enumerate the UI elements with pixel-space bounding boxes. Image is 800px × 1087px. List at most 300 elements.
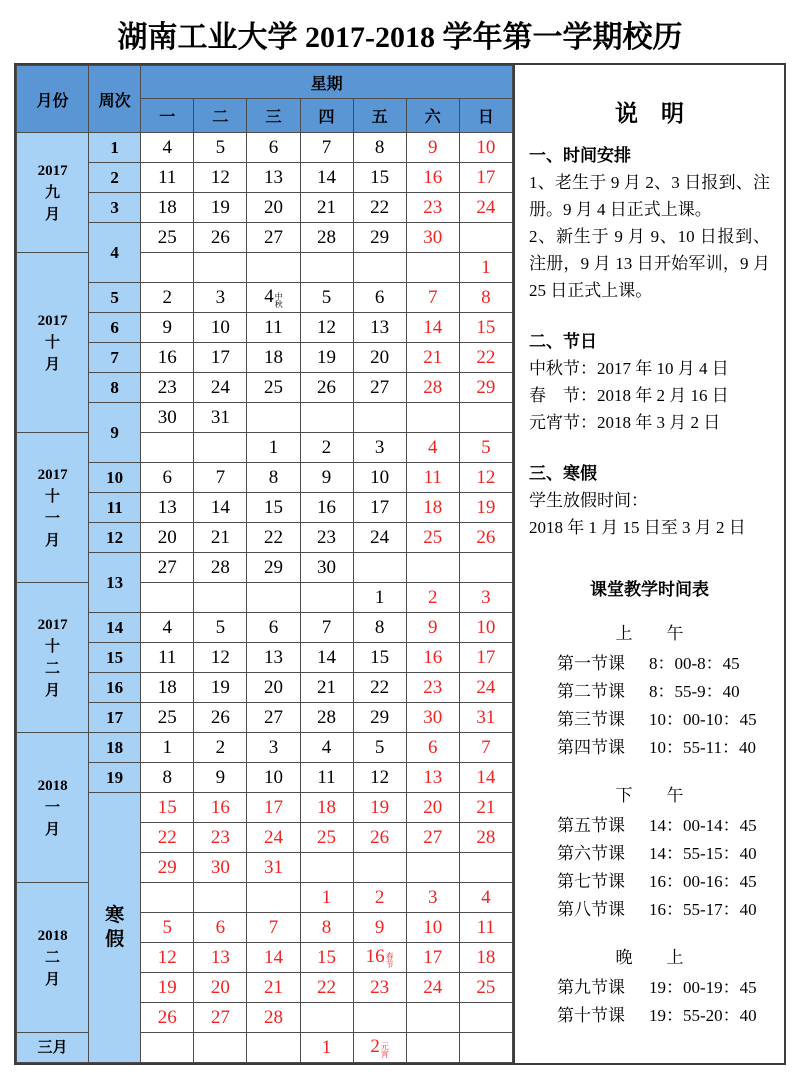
weekday-group-header: 星期 [141, 66, 513, 99]
day-cell: 15 [459, 313, 512, 343]
day-cell [194, 883, 247, 913]
notes-section [529, 142, 770, 304]
day-cell: 17 [353, 493, 406, 523]
day-cell: 19 [353, 793, 406, 823]
day-cell [406, 853, 459, 883]
day-cell: 15 [353, 643, 406, 673]
calendar-row [17, 763, 513, 793]
day-cell [459, 1033, 512, 1063]
day-cell [141, 883, 194, 913]
calendar-row [17, 163, 513, 193]
day-cell: 3 [353, 433, 406, 463]
schedule-item-label: 第一节课 [557, 654, 625, 673]
calendar-row [17, 313, 513, 343]
day-cell: 24 [194, 373, 247, 403]
day-cell: 22 [300, 973, 353, 1003]
day-cell: 19 [459, 493, 512, 523]
day-cell: 12 [194, 163, 247, 193]
day-cell: 16 [406, 163, 459, 193]
day-cell: 7 [194, 463, 247, 493]
day-cell [353, 403, 406, 433]
schedule-item-time: 19：00-19：45 [649, 978, 757, 997]
day-cell: 21 [459, 793, 512, 823]
day-cell [247, 583, 300, 613]
notes-line: 元宵节：2018 年 3 月 2 日 [529, 413, 721, 432]
day-cell: 27 [247, 223, 300, 253]
calendar-row [17, 193, 513, 223]
calendar-row [17, 553, 513, 583]
day-cell: 3 [247, 733, 300, 763]
schedule-item-time: 10：00-10：45 [649, 710, 757, 729]
day-cell [300, 583, 353, 613]
schedule-item-label: 第三节课 [557, 710, 625, 729]
notes-section [529, 460, 770, 541]
day-cell: 27 [353, 373, 406, 403]
notes-section-heading: 二、节日 [529, 332, 597, 351]
schedule-group [529, 944, 770, 1030]
day-cell [141, 1033, 194, 1063]
day-cell: 23 [353, 973, 406, 1003]
day-cell: 5 [194, 133, 247, 163]
day-cell: 29 [353, 703, 406, 733]
schedule-group [529, 620, 770, 762]
day-cell: 6 [194, 913, 247, 943]
day-cell: 20 [194, 973, 247, 1003]
day-cell: 28 [300, 223, 353, 253]
day-cell [194, 253, 247, 283]
day-cell: 27 [141, 553, 194, 583]
calendar-row [17, 733, 513, 763]
week-number-cell: 5 [89, 283, 141, 313]
schedule-item [529, 734, 770, 762]
calendar-row [17, 493, 513, 523]
day-cell [300, 1003, 353, 1033]
calendar-row [17, 463, 513, 493]
day-cell: 28 [194, 553, 247, 583]
day-cell: 11 [300, 763, 353, 793]
notes-line: 1、老生于 9 月 2、3 日报到、注册。9 月 4 日正式上课。 [529, 173, 770, 219]
day-cell: 28 [247, 1003, 300, 1033]
day-cell [300, 403, 353, 433]
day-cell: 27 [247, 703, 300, 733]
day-cell: 22 [353, 193, 406, 223]
day-cell: 8 [300, 913, 353, 943]
week-number-cell: 8 [89, 373, 141, 403]
day-cell: 12 [353, 763, 406, 793]
notes-line: 学生放假时间： [529, 491, 648, 510]
day-cell: 27 [406, 823, 459, 853]
calendar-row [17, 523, 513, 553]
day-cell: 2 [406, 583, 459, 613]
schedule-item-time: 16：55-17：40 [649, 900, 757, 919]
day-cell: 19 [300, 343, 353, 373]
day-cell: 16 [194, 793, 247, 823]
schedule-item [529, 896, 770, 924]
day-cell: 5 [194, 613, 247, 643]
day-cell: 5 [141, 913, 194, 943]
notes-panel [513, 65, 784, 1063]
day-cell: 19 [194, 673, 247, 703]
day-cell: 27 [194, 1003, 247, 1033]
day-cell [247, 1033, 300, 1063]
day-cell: 26 [300, 373, 353, 403]
schedule-item [529, 840, 770, 868]
day-cell [459, 1003, 512, 1033]
day-cell [247, 403, 300, 433]
schedule-item-time: 8：55-9：40 [649, 682, 740, 701]
calendar-body [17, 133, 513, 1063]
day-cell [353, 853, 406, 883]
calendar-table [16, 65, 513, 1063]
day-cell: 30 [406, 703, 459, 733]
schedule-item [529, 868, 770, 896]
day-cell: 9 [194, 763, 247, 793]
day-cell: 17 [406, 943, 459, 973]
day-cell: 25 [141, 223, 194, 253]
day-cell: 31 [247, 853, 300, 883]
day-cell: 2 [300, 433, 353, 463]
day-cell: 14 [194, 493, 247, 523]
day-cell: 6 [247, 613, 300, 643]
schedule-item-label: 第五节课 [557, 816, 625, 835]
notes-line: 2、新生于 9 月 9、10 日报到、注册，9 月 13 日开始军训，9 月 25 日正式上课。 [529, 227, 770, 300]
day-cell: 8 [459, 283, 512, 313]
day-cell: 14 [406, 313, 459, 343]
day-cell [194, 433, 247, 463]
day-cell [141, 253, 194, 283]
week-number-cell: 9 [89, 403, 141, 463]
day-cell: 13 [353, 313, 406, 343]
week-number-cell: 18 [89, 733, 141, 763]
day-cell: 4 [406, 433, 459, 463]
day-cell: 6 [406, 733, 459, 763]
day-cell [406, 403, 459, 433]
day-cell [406, 253, 459, 283]
day-cell: 8 [247, 463, 300, 493]
day-cell: 15 [141, 793, 194, 823]
calendar-row [17, 373, 513, 403]
schedule-item [529, 1002, 770, 1030]
notes-sections [529, 142, 770, 541]
week-number-cell: 17 [89, 703, 141, 733]
day-cell [353, 1003, 406, 1033]
week-number-cell: 2 [89, 163, 141, 193]
schedule-item-time: 14：55-15：40 [649, 844, 757, 863]
week-number-cell: 19 [89, 763, 141, 793]
day-cell: 11 [406, 463, 459, 493]
calendar-row [17, 613, 513, 643]
day-cell [141, 583, 194, 613]
notes-section-heading: 一、时间安排 [529, 146, 631, 165]
schedule-item-time: 10：55-11：40 [649, 738, 757, 757]
schedule-item [529, 650, 770, 678]
calendar-row [17, 703, 513, 733]
calendar-row [17, 223, 513, 253]
day-cell: 7 [247, 913, 300, 943]
schedule-item-label: 第六节课 [557, 844, 625, 863]
day-cell: 16 [300, 493, 353, 523]
day-cell: 10 [247, 763, 300, 793]
day-cell: 4 中 秋 [247, 283, 300, 313]
day-cell [459, 223, 512, 253]
week-column-header: 周次 [89, 66, 141, 133]
day-cell: 10 [194, 313, 247, 343]
day-cell: 9 [406, 613, 459, 643]
schedule-group-name: 下 午 [615, 786, 684, 805]
day-cell: 16 [406, 643, 459, 673]
month-cell: 2017 十 一 月 [17, 433, 89, 583]
day-cell: 14 [300, 163, 353, 193]
day-cell: 17 [247, 793, 300, 823]
day-cell: 29 [353, 223, 406, 253]
day-cell [247, 253, 300, 283]
day-cell: 21 [194, 523, 247, 553]
day-cell: 10 [459, 133, 512, 163]
day-cell: 18 [247, 343, 300, 373]
day-cell: 23 [406, 193, 459, 223]
day-cell: 11 [141, 163, 194, 193]
day-cell: 18 [141, 673, 194, 703]
day-cell: 2 元 宵 [353, 1033, 406, 1063]
day-cell: 23 [300, 523, 353, 553]
day-cell: 1 [247, 433, 300, 463]
day-cell: 22 [141, 823, 194, 853]
day-cell: 5 [459, 433, 512, 463]
day-cell [406, 1033, 459, 1063]
schedule-item-label: 第二节课 [557, 682, 625, 701]
day-cell: 12 [459, 463, 512, 493]
day-cell: 23 [406, 673, 459, 703]
notes-line: 春 节：2018 年 2 月 16 日 [529, 386, 729, 405]
day-cell: 26 [194, 223, 247, 253]
day-cell: 28 [300, 703, 353, 733]
day-cell: 1 [459, 253, 512, 283]
day-cell: 20 [406, 793, 459, 823]
day-cell: 23 [141, 373, 194, 403]
day-cell: 30 [406, 223, 459, 253]
day-cell: 4 [141, 613, 194, 643]
schedule-group [529, 782, 770, 924]
day-cell: 20 [247, 193, 300, 223]
week-number-cell: 14 [89, 613, 141, 643]
month-cell: 三月 [17, 1033, 89, 1063]
calendar-row [17, 133, 513, 163]
day-cell [300, 253, 353, 283]
day-cell: 22 [247, 523, 300, 553]
week-number-cell: 4 [89, 223, 141, 283]
day-cell: 30 [141, 403, 194, 433]
day-cell: 9 [353, 913, 406, 943]
schedule-item [529, 974, 770, 1002]
notes-line: 中秋节：2017 年 10 月 4 日 [529, 359, 729, 378]
day-cell: 24 [353, 523, 406, 553]
schedule-item [529, 812, 770, 840]
day-cell: 4 [300, 733, 353, 763]
day-cell: 31 [194, 403, 247, 433]
day-cell: 6 [353, 283, 406, 313]
day-cell: 28 [406, 373, 459, 403]
page-title: 湖南工业大学 2017-2018 学年第一学期校历 [117, 21, 683, 54]
day-cell: 5 [300, 283, 353, 313]
schedule-item [529, 706, 770, 734]
day-cell: 24 [459, 673, 512, 703]
weekday-header-wed: 三 [247, 99, 300, 133]
day-cell: 24 [247, 823, 300, 853]
day-cell: 2 [194, 733, 247, 763]
day-cell: 2 [141, 283, 194, 313]
day-cell: 1 [300, 1033, 353, 1063]
schedule-groups [529, 620, 770, 1030]
day-cell: 1 [141, 733, 194, 763]
calendar-row [17, 343, 513, 373]
day-cell: 19 [141, 973, 194, 1003]
day-cell: 18 [300, 793, 353, 823]
day-cell: 11 [141, 643, 194, 673]
day-cell: 31 [459, 703, 512, 733]
day-cell: 21 [406, 343, 459, 373]
day-cell: 17 [459, 643, 512, 673]
schedule-item-time: 14：00-14：45 [649, 816, 757, 835]
day-cell: 12 [194, 643, 247, 673]
day-cell: 8 [141, 763, 194, 793]
day-cell [459, 553, 512, 583]
day-cell: 9 [406, 133, 459, 163]
winter-vacation-cell: 寒 假 [89, 793, 141, 1063]
day-cell: 10 [406, 913, 459, 943]
day-cell: 15 [247, 493, 300, 523]
week-number-cell: 3 [89, 193, 141, 223]
day-cell: 5 [353, 733, 406, 763]
day-cell: 19 [194, 193, 247, 223]
week-number-cell: 6 [89, 313, 141, 343]
schedule-item [529, 678, 770, 706]
day-cell: 9 [300, 463, 353, 493]
calendar-row [17, 643, 513, 673]
day-cell: 6 [141, 463, 194, 493]
day-cell: 25 [141, 703, 194, 733]
day-cell [300, 853, 353, 883]
weekday-header-tue: 二 [194, 99, 247, 133]
day-cell [247, 883, 300, 913]
schedule-group-name: 上 午 [615, 624, 684, 643]
week-number-cell: 1 [89, 133, 141, 163]
weekday-header-mon: 一 [141, 99, 194, 133]
day-cell: 21 [300, 193, 353, 223]
week-number-cell: 7 [89, 343, 141, 373]
week-number-cell: 11 [89, 493, 141, 523]
festival-mark: 春 节 [385, 952, 394, 969]
day-cell [141, 433, 194, 463]
day-cell: 14 [459, 763, 512, 793]
day-cell [194, 583, 247, 613]
day-cell: 7 [300, 613, 353, 643]
schedule-item-label: 第九节课 [557, 978, 625, 997]
day-cell: 24 [459, 193, 512, 223]
day-cell: 11 [459, 913, 512, 943]
festival-mark: 中 秋 [274, 292, 283, 309]
day-cell: 22 [459, 343, 512, 373]
day-cell: 30 [300, 553, 353, 583]
month-cell: 2018 一 月 [17, 733, 89, 883]
day-cell: 29 [247, 553, 300, 583]
week-number-cell: 15 [89, 643, 141, 673]
day-cell: 2 [353, 883, 406, 913]
day-cell: 20 [353, 343, 406, 373]
calendar-row [17, 673, 513, 703]
day-cell: 3 [406, 883, 459, 913]
day-cell: 21 [247, 973, 300, 1003]
day-cell: 6 [247, 133, 300, 163]
schedule-item-label: 第十节课 [557, 1006, 625, 1025]
day-cell: 26 [194, 703, 247, 733]
day-cell: 3 [459, 583, 512, 613]
day-cell: 12 [141, 943, 194, 973]
schedule-group-name: 晚 上 [615, 948, 684, 967]
day-cell [353, 553, 406, 583]
day-cell: 24 [406, 973, 459, 1003]
day-cell: 13 [194, 943, 247, 973]
notes-section-heading: 三、寒假 [529, 464, 597, 483]
day-cell: 14 [247, 943, 300, 973]
calendar-row [17, 793, 513, 823]
day-cell: 4 [459, 883, 512, 913]
day-cell: 28 [459, 823, 512, 853]
day-cell: 25 [459, 973, 512, 1003]
day-cell: 8 [353, 133, 406, 163]
schedule-item-label: 第八节课 [557, 900, 625, 919]
day-cell: 1 [300, 883, 353, 913]
schedule-title: 课堂教学时间表 [590, 580, 709, 599]
day-cell: 20 [247, 673, 300, 703]
day-cell: 16 [141, 343, 194, 373]
day-cell [459, 853, 512, 883]
weekday-header-sat: 六 [406, 99, 459, 133]
day-cell: 17 [459, 163, 512, 193]
calendar-row [17, 403, 513, 433]
day-cell: 25 [406, 523, 459, 553]
month-cell: 2018 二 月 [17, 883, 89, 1033]
day-cell: 11 [247, 313, 300, 343]
day-cell: 18 [459, 943, 512, 973]
day-cell: 3 [194, 283, 247, 313]
day-cell: 26 [353, 823, 406, 853]
day-cell: 22 [353, 673, 406, 703]
notes-title: 说 明 [615, 101, 684, 126]
month-cell: 2017 十 二 月 [17, 583, 89, 733]
day-cell: 29 [141, 853, 194, 883]
day-cell: 18 [141, 193, 194, 223]
day-cell [194, 1033, 247, 1063]
calendar-board [14, 63, 786, 1065]
day-cell: 15 [353, 163, 406, 193]
day-cell [353, 253, 406, 283]
month-cell: 2017 九 月 [17, 133, 89, 253]
day-cell: 25 [300, 823, 353, 853]
day-cell: 18 [406, 493, 459, 523]
day-cell [459, 403, 512, 433]
day-cell: 16 春 节 [353, 943, 406, 973]
schedule-item-label: 第七节课 [557, 872, 625, 891]
day-cell: 26 [459, 523, 512, 553]
day-cell: 15 [300, 943, 353, 973]
calendar-row [17, 283, 513, 313]
day-cell [406, 553, 459, 583]
notes-line: 2018 年 1 月 15 日至 3 月 2 日 [529, 518, 746, 537]
day-cell: 29 [459, 373, 512, 403]
day-cell: 21 [300, 673, 353, 703]
day-cell: 8 [353, 613, 406, 643]
schedule-item-time: 19：55-20：40 [649, 1006, 757, 1025]
